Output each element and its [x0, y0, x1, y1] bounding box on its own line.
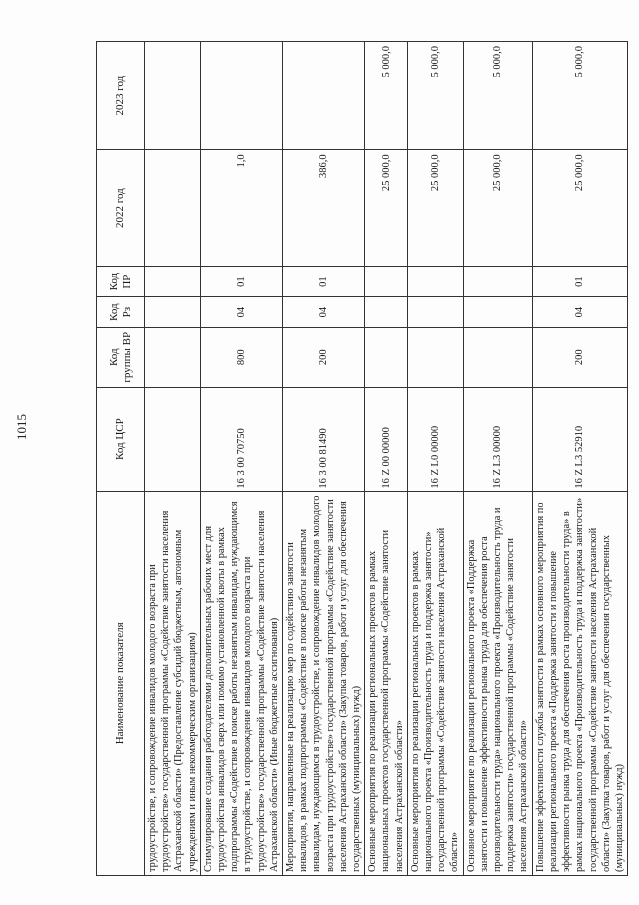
- row-csr: [145, 387, 201, 491]
- row-2022: [145, 150, 201, 267]
- row-pr: 01: [532, 266, 627, 297]
- table-row: [407, 42, 463, 876]
- row-name: трудоустройстве, и сопровождение инвалидов молодого возраста при трудоустройстве» государственной программы «Содействие занятости населения Астраханской области» (Предоставление субсидий бюджетным, автономным учреждениям и иным некоммерческим организациям): [145, 491, 201, 875]
- row-rz: [145, 297, 201, 328]
- page-number: 1015: [14, 414, 29, 440]
- header-2022: 2022 год: [97, 150, 145, 267]
- table-row: [532, 42, 627, 876]
- header-vr: Код группы ВР: [97, 327, 145, 387]
- table-row: [283, 42, 365, 876]
- row-2023: 5 000,0: [365, 42, 408, 150]
- table-header-row: [97, 42, 145, 876]
- row-vr: [365, 327, 408, 387]
- row-vr: [463, 327, 532, 387]
- budget-table: [96, 41, 628, 876]
- row-2023: 5 000,0: [463, 42, 532, 150]
- row-csr: 16 3 00 70750: [200, 387, 282, 491]
- table-row: [365, 42, 408, 876]
- row-rz: [463, 297, 532, 328]
- row-2023: [200, 42, 282, 150]
- row-pr: [407, 266, 463, 297]
- row-vr: 200: [532, 327, 627, 387]
- table-row: [463, 42, 532, 876]
- row-2022: 1,0: [200, 150, 282, 267]
- row-name: Основные мероприятия по реализации региональных проектов в рамках национального проекта «Производительность труда и поддержка занятости» государственной программы «Содействие занятости населения Астраханской области»: [407, 491, 463, 875]
- row-rz: 04: [283, 297, 365, 328]
- row-csr: 16 Z L0 00000: [407, 387, 463, 491]
- header-csr: Код ЦСР: [97, 387, 145, 491]
- row-vr: 200: [283, 327, 365, 387]
- row-2023: 5 000,0: [407, 42, 463, 150]
- row-name: Стимулирование создания работодателями дополнительных рабочих мест для трудоустройства инвалидов сверх или помимо установленной квоты в рамках подпрограммы «Содействие в поиске работы незанятым инвалидам, нуждающимся в трудоустройстве, и сопровождение инвалидов молодого возраста при трудоустройстве» государственной программы «Содействие занятости населения Астраханской области» (Иные бюджетные ассигнования): [200, 491, 282, 875]
- row-vr: [145, 327, 201, 387]
- row-pr: 01: [200, 266, 282, 297]
- row-name: Мероприятия, направленные на реализацию мер по содействию занятости инвалидов, в рамках подпрограммы «Содействие в поиске работы незанятым инвалидам, нуждающимся в трудоустройстве, и сопровождение инвалидов молодого возраста при трудоустройстве» государственной программы «Содействие занятости населения Астраханской области» (Закупка товаров, работ и услуг для обеспечения государственных (муниципальных) нужд): [283, 491, 365, 875]
- row-name: Основное мероприятие по реализации регионального проекта «Поддержка занятости и повышение эффективности рынка труда для обеспечения роста производительности труда» национального проекта «Производительность труда и поддержка занятости» государственной программы «Содействие занятости населения Астраханской области»: [463, 491, 532, 875]
- row-2022: 386,0: [283, 150, 365, 267]
- row-rz: 04: [532, 297, 627, 328]
- row-csr: 16 Z 00 00000: [365, 387, 408, 491]
- row-2022: 25 000,0: [463, 150, 532, 267]
- row-rz: 04: [200, 297, 282, 328]
- row-vr: [407, 327, 463, 387]
- row-2022: 25 000,0: [532, 150, 627, 267]
- row-csr: 16 3 00 81490: [283, 387, 365, 491]
- header-2023: 2023 год: [97, 42, 145, 150]
- row-csr: 16 Z L3 00000: [463, 387, 532, 491]
- row-pr: 01: [283, 266, 365, 297]
- row-2023: 5 000,0: [532, 42, 627, 150]
- row-2022: 25 000,0: [407, 150, 463, 267]
- row-rz: [407, 297, 463, 328]
- row-name: Повышение эффективности службы занятости в рамках основного мероприятия по реализации регионального проекта «Поддержка занятости и повышение эффективности рынка труда для обеспечения роста производительности труда» в рамках национального проекта «Производительность труда и поддержка занятости» государственной программы «Содействие занятости населения Астраханской области» (Закупка товаров, работ и услуг для обеспечения государственных (муниципальных) нужд): [532, 491, 627, 875]
- row-rz: [365, 297, 408, 328]
- table-row: [200, 42, 282, 876]
- row-2023: [145, 42, 201, 150]
- row-pr: [365, 266, 408, 297]
- row-vr: 800: [200, 327, 282, 387]
- table-row: [145, 42, 201, 876]
- row-csr: 16 Z L3 52910: [532, 387, 627, 491]
- rotated-table-container: [96, 41, 625, 876]
- row-2023: [283, 42, 365, 150]
- row-name: Основные мероприятия по реализации региональных проектов в рамках национальных проектов государственной программы «Содействие занятости населения Астраханской области»: [365, 491, 408, 875]
- header-rz: Код Рз: [97, 297, 145, 328]
- row-pr: [463, 266, 532, 297]
- header-pr: Код ПР: [97, 266, 145, 297]
- header-name: Наименование показателя: [97, 491, 145, 875]
- row-2022: 25 000,0: [365, 150, 408, 267]
- row-pr: [145, 266, 201, 297]
